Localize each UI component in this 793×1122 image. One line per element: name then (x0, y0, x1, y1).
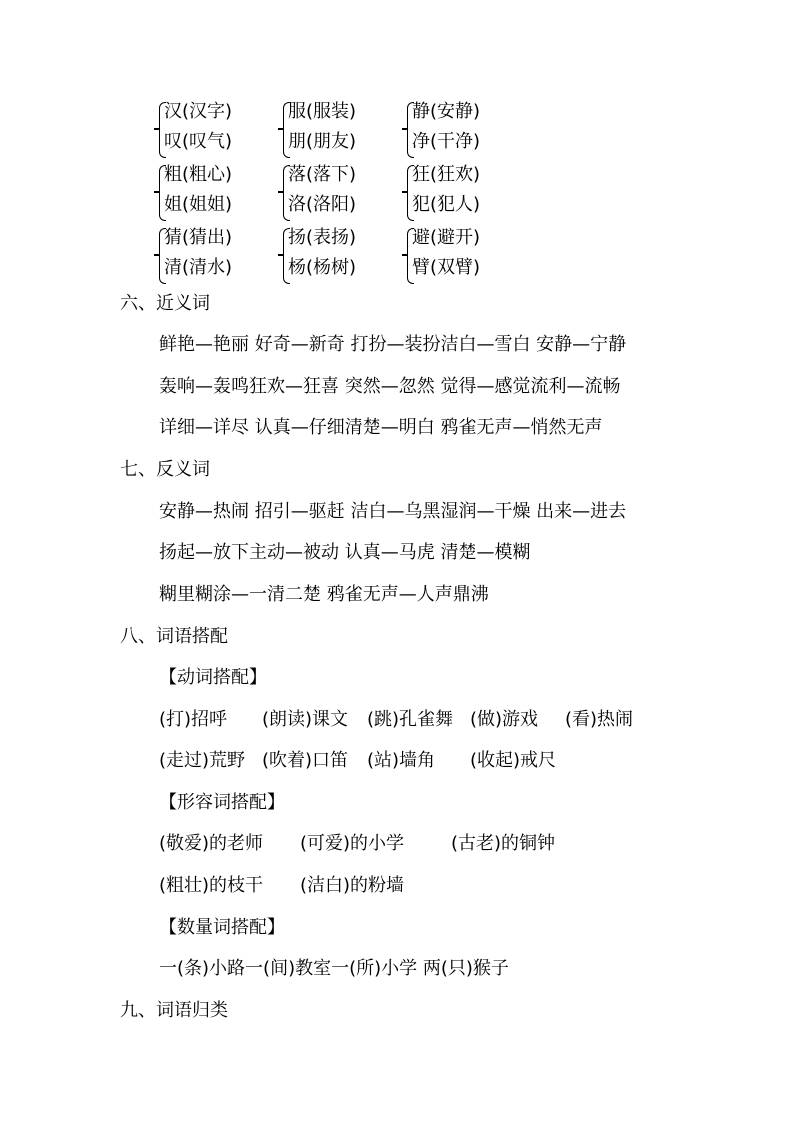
collocation-item: (跳)孔雀舞 (367, 709, 454, 730)
synonym-line: 轰响—轰鸣狂欢—狂喜 突然—忽然 觉得—感觉流利—流畅 (159, 376, 621, 397)
collocation-item: (收起)戒尺 (470, 750, 557, 771)
char-group-row (159, 224, 559, 287)
collocation-item: (走过)荒野 (159, 750, 246, 771)
char-pair: 扬(表扬) 杨(杨树) (283, 224, 398, 287)
char-pair: 狂(狂欢) 犯(犯人) (407, 161, 522, 224)
section-heading-synonyms: 六、近义词 (120, 293, 210, 314)
measure-word-collocation-line: 一(条)小路一(间)教室一(所)小学 两(只)猴子 (159, 958, 509, 979)
synonym-line: 详细—详尽 认真—仔细清楚—明白 鸦雀无声—悄然无声 (159, 417, 603, 438)
collocation-item: (朗读)课文 (262, 709, 349, 730)
adjective-collocation-label: 【形容词搭配】 (159, 792, 285, 813)
collocation-item: (打)招呼 (159, 709, 228, 730)
collocation-item: (洁白)的粉墙 (300, 875, 405, 896)
antonym-line: 糊里糊涂—一清二楚 鸦雀无声—人声鼎沸 (159, 584, 489, 605)
collocation-item: (粗壮)的枝干 (159, 875, 264, 896)
collocation-item: (看)热闹 (565, 709, 634, 730)
measure-word-collocation-label: 【数量词搭配】 (159, 917, 285, 938)
char-pair: 静(安静) 净(干净) (407, 98, 522, 161)
collocation-item: (做)游戏 (470, 709, 539, 730)
antonym-line: 扬起—放下主动—被动 认真—马虎 清楚—模糊 (159, 542, 531, 563)
synonym-line: 鲜艳—艳丽 好奇—新奇 打扮—装扮洁白—雪白 安静—宁静 (159, 334, 627, 355)
collocation-item: (可爱)的小学 (300, 833, 405, 854)
char-pair: 避(避开) 臂(双臂) (407, 224, 522, 287)
char-pair: 落(落下) 洛(洛阳) (283, 161, 398, 224)
collocation-item: (敬爱)的老师 (159, 833, 264, 854)
antonym-line: 安静—热闹 招引—驱赶 洁白—乌黑湿润—干燥 出来—进去 (159, 501, 627, 522)
char-pair: 服(服装) 朋(朋友) (283, 98, 398, 161)
char-group-row (159, 98, 559, 161)
collocation-item: (吹着)口笛 (262, 750, 349, 771)
verb-collocation-label: 【动词搭配】 (159, 667, 267, 688)
char-pair: 粗(粗心) 姐(姐姐) (159, 161, 274, 224)
collocation-item: (站)墙角 (367, 750, 436, 771)
collocation-item: (古老)的铜钟 (451, 833, 556, 854)
section-heading-collocations: 八、词语搭配 (120, 626, 228, 647)
section-heading-classification: 九、词语归类 (120, 1000, 228, 1021)
char-group-row (159, 161, 559, 224)
char-pair: 汉(汉字) 叹(叹气) (159, 98, 274, 161)
char-pair: 猜(猜出) 清(清水) (159, 224, 274, 287)
section-heading-antonyms: 七、反义词 (120, 459, 210, 480)
